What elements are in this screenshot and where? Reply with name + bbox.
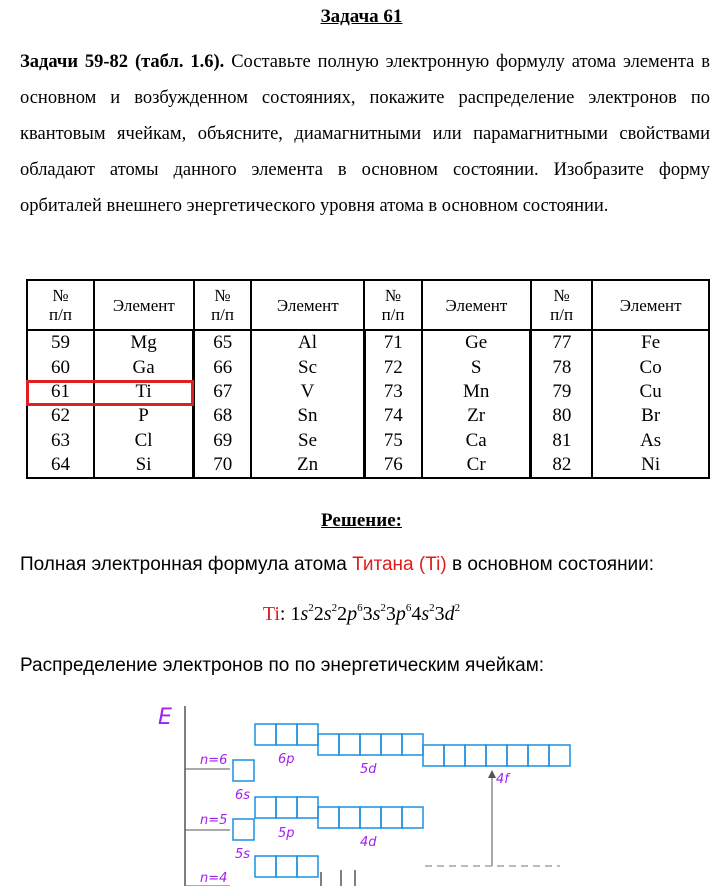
cell-4f — [549, 745, 570, 766]
cell-element: Ni — [592, 453, 709, 478]
cell-number: 65 — [194, 330, 252, 355]
element-name: Титана (Ti) — [352, 554, 447, 575]
table-row — [27, 453, 709, 478]
table-row — [27, 355, 709, 379]
cell-4f — [528, 745, 549, 766]
cell-number: 77 — [531, 330, 592, 355]
level-label: n=6 — [200, 753, 228, 768]
cell-number: 70 — [194, 453, 252, 478]
header-element: Элемент — [251, 280, 364, 330]
cell-number: 64 — [27, 453, 94, 478]
cell-number: 76 — [364, 453, 422, 478]
header-num — [194, 280, 252, 330]
cell-element: Ti — [94, 380, 194, 404]
cell-number: 63 — [27, 429, 94, 453]
table-row — [27, 429, 709, 453]
task-ref: Задачи 59-82 (табл. 1.6). — [20, 52, 225, 72]
cell-6p — [276, 724, 297, 745]
cell-number: 68 — [194, 404, 252, 428]
cell-number: 59 — [27, 330, 94, 355]
formula-term: $2p^6$ — [337, 602, 363, 625]
level-label: n=5 — [200, 813, 228, 828]
cell-5d — [360, 734, 381, 755]
orbital-label: 4d — [360, 835, 377, 850]
orbital-label: 6s — [235, 788, 251, 803]
header-num-part: № — [52, 286, 69, 305]
cell-4d — [381, 807, 402, 828]
cell-number: 82 — [531, 453, 592, 478]
cell-6s — [233, 760, 254, 781]
orbital-label: 5d — [360, 762, 377, 777]
solution-line-2: Распределение электронов по по энергетическим ячейкам: — [20, 655, 545, 676]
cell-element: Fe — [592, 330, 709, 355]
cell-element: Ge — [422, 330, 531, 355]
cell-element: Mg — [94, 330, 194, 355]
orbital-cells — [233, 724, 570, 877]
cell-4f — [486, 745, 507, 766]
cell-4f — [465, 745, 486, 766]
header-num — [27, 280, 94, 330]
arrow-head — [488, 770, 496, 778]
cell-5p — [297, 797, 318, 818]
cell-4p — [255, 856, 276, 877]
cell-element: Ga — [94, 355, 194, 379]
orbital-label: 6p — [278, 752, 295, 767]
level-label: n=4 — [200, 871, 228, 886]
orbital-label: 4f — [496, 772, 509, 787]
header-num-part: п/п — [49, 305, 72, 324]
formula-term: $2s^2$ — [313, 602, 338, 625]
axis-label: E — [158, 705, 172, 730]
cell-5d — [402, 734, 423, 755]
cell-5s — [233, 819, 254, 840]
cell-5d — [339, 734, 360, 755]
cell-element: Zr — [422, 404, 531, 428]
formula-term: $3s^2$ — [362, 602, 386, 625]
task-text — [20, 44, 710, 224]
cell-number: 66 — [194, 355, 252, 379]
cell-5d — [381, 734, 402, 755]
cell-number: 80 — [531, 404, 592, 428]
solution-title: Решение: — [321, 510, 402, 531]
cell-element: Ca — [422, 429, 531, 453]
cell-4d — [360, 807, 381, 828]
cell-4f — [423, 745, 444, 766]
cell-4p — [297, 856, 318, 877]
cell-number: 60 — [27, 355, 94, 379]
cell-element: V — [251, 380, 364, 404]
cell-number: 73 — [364, 380, 422, 404]
formula-terms — [290, 603, 460, 625]
cell-number: 79 — [531, 380, 592, 404]
cell-element: Co — [592, 355, 709, 379]
cell-number: 78 — [531, 355, 592, 379]
cell-number: 74 — [364, 404, 422, 428]
formula-term: $4s^2$ — [411, 602, 435, 625]
cell-number: 75 — [364, 429, 422, 453]
cell-number: 67 — [194, 380, 252, 404]
header-num-part: п/п — [381, 305, 405, 324]
header-element: Элемент — [94, 280, 194, 330]
cell-6p — [297, 724, 318, 745]
line1-after: в основном состоянии: — [446, 554, 655, 575]
energy-cell-diagram — [140, 700, 590, 886]
cell-6p — [255, 724, 276, 745]
header-element: Элемент — [592, 280, 709, 330]
cell-element: Zn — [251, 453, 364, 478]
table-header-row — [27, 280, 709, 330]
header-num — [364, 280, 422, 330]
formula-symbol: Ti — [262, 603, 280, 625]
cell-element: P — [94, 404, 194, 428]
cell-number: 81 — [531, 429, 592, 453]
cell-5d — [318, 734, 339, 755]
table-row — [27, 404, 709, 428]
orbital-label: 5p — [278, 826, 295, 841]
header-num-part: п/п — [550, 305, 574, 324]
highlight-box — [26, 380, 194, 406]
cell-number: 72 — [364, 355, 422, 379]
header-num-part: № — [214, 286, 231, 305]
cell-element: Sc — [251, 355, 364, 379]
header-num-part: № — [553, 286, 570, 305]
task-body: Составьте полную электронную формулу атома элемента в основном и возбужденном состояниях, покажите распределение электронов по квантовым ячейкам, объясните, диамагнитными или парамагнитными свойствами обладают атомы данного элемента в основном состоянии. Изобразите форму орбиталей внешнего энергетического уровня атома в основном состоянии. — [20, 52, 710, 216]
cell-element: Br — [592, 404, 709, 428]
cell-5p — [255, 797, 276, 818]
formula-term: $1s^2$ — [290, 602, 314, 625]
cell-4d — [339, 807, 360, 828]
cell-element: As — [592, 429, 709, 453]
cell-element: Mn — [422, 380, 531, 404]
cell-element: Se — [251, 429, 364, 453]
cell-number: 71 — [364, 330, 422, 355]
cell-element: Si — [94, 453, 194, 478]
cell-number: 62 — [27, 404, 94, 428]
formula-term: $3d^2$ — [434, 602, 461, 625]
header-num-part: п/п — [211, 305, 234, 324]
header-num-part: № — [384, 286, 402, 305]
header-element: Элемент — [422, 280, 531, 330]
cell-number: 69 — [194, 429, 252, 453]
cell-element: S — [422, 355, 531, 379]
cell-element: Cl — [94, 429, 194, 453]
cell-element: Cr — [422, 453, 531, 478]
table-row — [27, 330, 709, 355]
cell-5p — [276, 797, 297, 818]
cell-number: 61 — [27, 380, 94, 404]
orbital-label: 5s — [235, 847, 251, 862]
line1-before: Полная электронная формула атома — [20, 554, 353, 575]
formula-sep: : — [279, 603, 291, 625]
header-num — [531, 280, 592, 330]
cell-4f — [444, 745, 465, 766]
cell-4d — [402, 807, 423, 828]
cell-4d — [318, 807, 339, 828]
cell-element: Sn — [251, 404, 364, 428]
page-title: Задача 61 — [320, 6, 403, 27]
cell-element: Cu — [592, 380, 709, 404]
cell-4f — [507, 745, 528, 766]
cell-4p — [276, 856, 297, 877]
cell-element: Al — [251, 330, 364, 355]
formula-term: $3p^6$ — [385, 602, 412, 625]
solution-line-1 — [20, 554, 654, 576]
electron-formula — [0, 602, 723, 626]
